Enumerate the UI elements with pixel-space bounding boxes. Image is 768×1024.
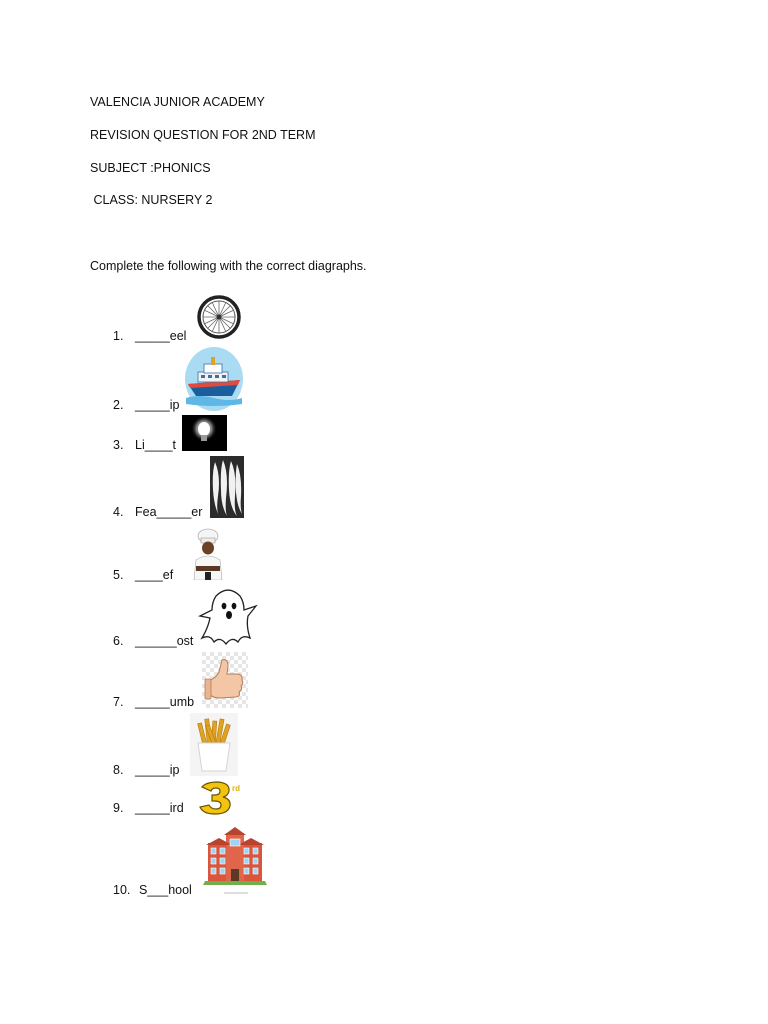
question-text: _____eel	[135, 329, 187, 343]
question-text: _____ip	[135, 763, 180, 777]
light-bulb-icon	[182, 415, 227, 451]
question-number: 8.	[113, 763, 124, 777]
wheel-icon	[196, 294, 242, 340]
question-number: 7.	[113, 695, 124, 709]
question-text: Li____t	[135, 438, 177, 452]
question-text: _____ird	[135, 801, 184, 815]
feather-icon	[210, 456, 244, 518]
ship-icon	[184, 346, 244, 412]
chips-icon	[190, 713, 238, 776]
question-text: _____ip	[135, 398, 180, 412]
thumb-icon	[202, 652, 248, 708]
instruction: Complete the following with the correct diagraphs.	[90, 259, 367, 273]
worksheet-title: REVISION QUESTION FOR 2ND TERM	[90, 128, 316, 142]
question-number: 2.	[113, 398, 124, 412]
ghost-icon	[198, 586, 260, 646]
question-text: Fea_____er	[135, 505, 203, 519]
question-number: 4.	[113, 505, 124, 519]
question-text: _____umb	[135, 695, 195, 709]
class-line: CLASS: NURSERY 2	[90, 193, 213, 207]
question-text: ____ef	[135, 568, 174, 582]
third-icon	[198, 781, 244, 815]
ordinal-suffix: rd	[232, 784, 240, 793]
question-number: 10.	[113, 883, 131, 897]
question-number: 3.	[113, 438, 124, 452]
chef-icon	[190, 528, 226, 580]
question-number: 6.	[113, 634, 124, 648]
question-text: ______ost	[135, 634, 194, 648]
school-icon	[200, 823, 270, 899]
subject-line: SUBJECT :PHONICS	[90, 161, 211, 175]
question-text: S___hool	[139, 883, 192, 897]
question-number: 1.	[113, 329, 124, 343]
question-number: 9.	[113, 801, 124, 815]
school-name: VALENCIA JUNIOR ACADEMY	[90, 95, 265, 109]
question-number: 5.	[113, 568, 124, 582]
